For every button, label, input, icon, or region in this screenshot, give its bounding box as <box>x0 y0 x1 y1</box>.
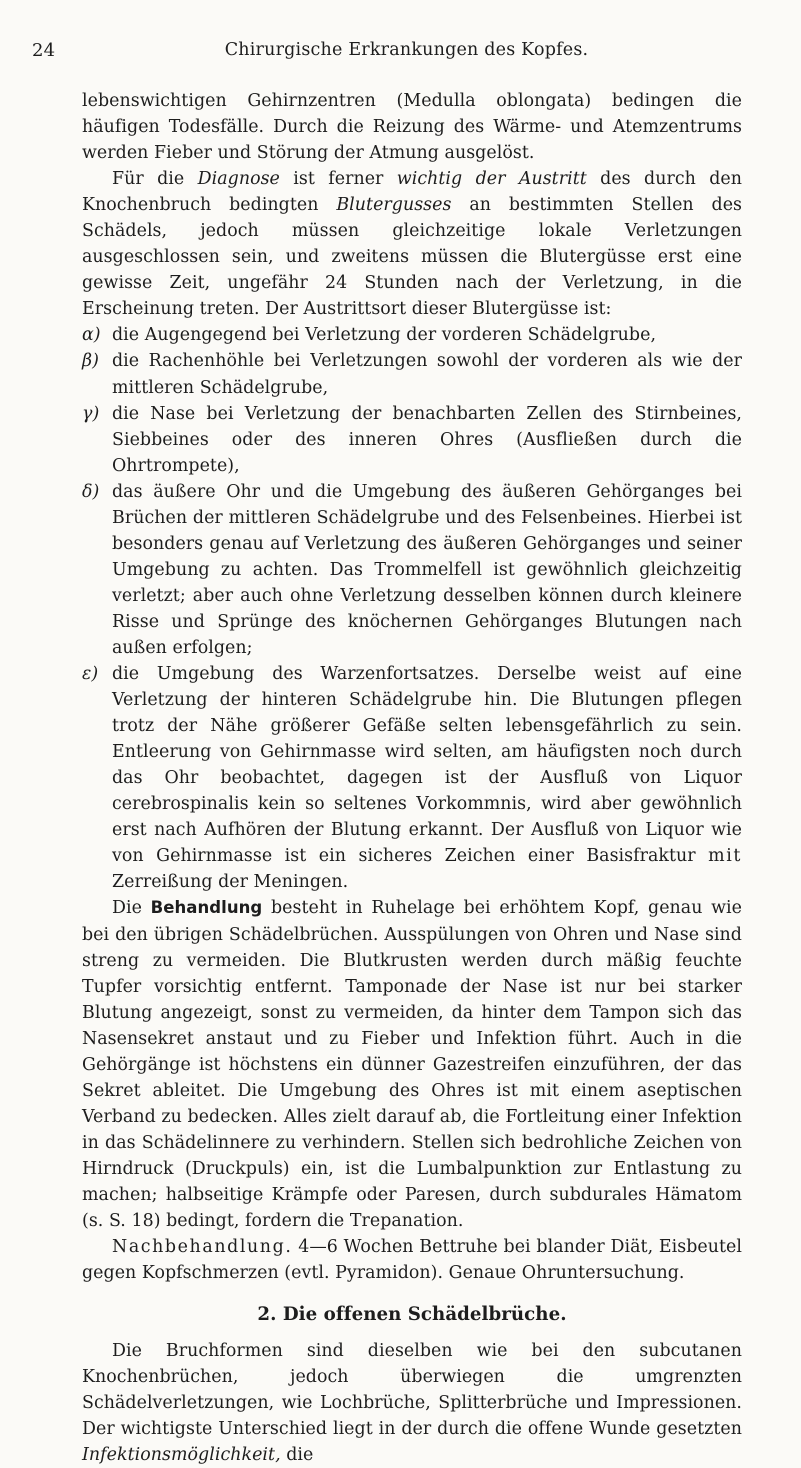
list-marker: ε) <box>82 664 99 685</box>
emphasis-blutergusses: Blutergusses <box>336 195 452 216</box>
list-item-text: Zerreißung der Meningen. <box>112 872 349 893</box>
page-body <box>82 88 742 1468</box>
page-header <box>32 40 781 70</box>
text: Die Bruchformen sind dieselben wie bei den subcutanen Knochenbrüchen, jedoch überwiegen die umgrenzten Schädelverletzungen, wie Lochbrüche, Splitterbrüche und Impressionen. Der wichtigste Unterschied liegt in der durch die offene Wunde gesetzten <box>82 1341 742 1440</box>
bold-behandlung: Behandlung <box>150 898 263 918</box>
emphasis-diagnose: Diagnose <box>197 169 280 190</box>
text: an bestimmten Stellen des Schädels, jedoch müssen gleichzeitige lokale Verletzungen ausgeschlossen sein, und zweitens müssen die Blutergüsse erst eine gewisse Zeit, ungefähr 24 Stunden nach der Verletzung, in die Erscheinung treten. Der Austrittsort dieser Blutergüsse ist: <box>82 195 743 320</box>
page-number: 24 <box>32 40 56 61</box>
paragraph-behandlung <box>82 895 742 1234</box>
list-item-text: die Umgebung des Warzenfortsatzes. Derselbe weist auf eine Verletzung der hinteren Schädelgrube hin. Die Blutungen pflegen trotz der Nähe größerer Gefäße selten lebensgefährlich zu sein. Entleerung von Gehirnmasse wird selten, am häufigsten noch durch das Ohr beobachtet, dagegen ist der Ausfluß von Liquor cerebrospinalis kein so seltenes Vorkommnis, wird aber gewöhnlich erst nach Aufhören der Blutung erkannt. Der Ausfluß von Liquor wie von Gehirnmasse ist ein sicheres Zeichen einer Basisfraktur <box>112 664 742 867</box>
emphasis-infektion: Infektionsmöglichkeit, <box>82 1445 281 1466</box>
list-item-beta <box>82 348 742 400</box>
list-item-text: die Augengegend bei Verletzung der vorderen Schädelgrube, <box>112 325 657 346</box>
list-marker: δ) <box>82 481 100 502</box>
spaced-nachbehandlung: Nachbehandlung. <box>112 1237 293 1258</box>
paragraph-continuation: lebenswichtigen Gehirnzentren (Medulla oblongata) bedingen die häufigen Todesfälle. Durch die Reizung des Wärme- und Atemzentrums werden Fieber und Störung der Atmung ausgelöst. <box>82 91 742 164</box>
list-marker: α) <box>82 325 101 346</box>
text: ist ferner <box>279 169 397 190</box>
spaced-word: mit <box>708 846 742 867</box>
paragraph-offene-brueche <box>82 1338 742 1468</box>
running-title: Chirurgische Erkrankungen des Kopfes. <box>224 40 589 60</box>
list-item-gamma <box>82 401 742 479</box>
text: des durch den Knochenbruch bedingten <box>82 169 743 216</box>
text: die <box>280 1445 314 1466</box>
list-marker: β) <box>82 351 99 372</box>
paragraph-diagnose <box>82 166 742 322</box>
list-item-text: die Nase bei Verletzung der benachbarten Zellen des Stirnbeines, Siebbeines oder des inneren Ohres (Ausfließen durch die Ohrtrompete), <box>112 403 742 476</box>
list-item-delta <box>82 479 742 661</box>
text: Die <box>112 898 151 919</box>
emphasis-austritt: wichtig der Austritt <box>396 169 587 190</box>
list-item-alpha <box>82 322 742 348</box>
text: besteht in Ruhelage bei erhöhtem Kopf, genau wie bei den übrigen Schädelbrüchen. Ausspülungen von Ohren und Nase sind streng zu vermeiden. Die Blutkrusten werden durch mäßig feuchte Tupfer vorsichtig entfernt. Tamponade der Nase ist nur bei starker Blutung angezeigt, sonst zu vermeiden, da hinter dem Tampon sich das Nasensekret anstaut und zu Fieber und Infektion führt. Auch in die Gehörgänge ist höchstens ein dünner Gazestreifen einzuführen, der das Sekret ableitet. Die Umgebung des Ohres ist mit einem aseptischen Verband zu bedecken. Alles zielt darauf ab, die Fortleitung einer Infektion in das Schädelinnere zu verhindern. Stellen sich bedrohliche Zeichen von Hirndruck (Druckpuls) ein, ist die Lumbalpunktion zur Entlastung zu machen; halbseitige Krämpfe oder Paresen, durch subdurales Hämatom (s. S. 18) bedingt, fordern die Trepanation. <box>82 898 743 1232</box>
text: 4—6 Wochen Bettruhe bei blander Diät, Eisbeutel gegen Kopfschmerzen (evtl. Pyramidon). Genaue Ohruntersuchung. <box>82 1237 742 1284</box>
section-heading: 2. Die offenen Schädelbrüche. <box>257 1304 567 1326</box>
list-item-text: die Rachenhöhle bei Verletzungen sowohl der vorderen als wie der mittleren Schädelgrube, <box>112 351 742 398</box>
list-item-text: das äußere Ohr und die Umgebung des äußeren Gehörganges bei Brüchen der mittleren Schädelgrube und des Felsenbeines. Hierbei ist besonders genau auf Verletzung des äußeren Gehörganges und seiner Umgebung zu achten. Das Trommelfell ist gewöhnlich gleichzeitig verletzt; aber auch ohne Verletzung desselben können durch kleinere Risse und Sprünge des knöchernen Gehörganges Blutungen nach außen erfolgen; <box>112 481 742 658</box>
list-item-epsilon <box>82 661 742 895</box>
list-marker: γ) <box>82 403 100 424</box>
paragraph-nachbehandlung <box>82 1234 742 1286</box>
text: Für die <box>112 169 198 190</box>
